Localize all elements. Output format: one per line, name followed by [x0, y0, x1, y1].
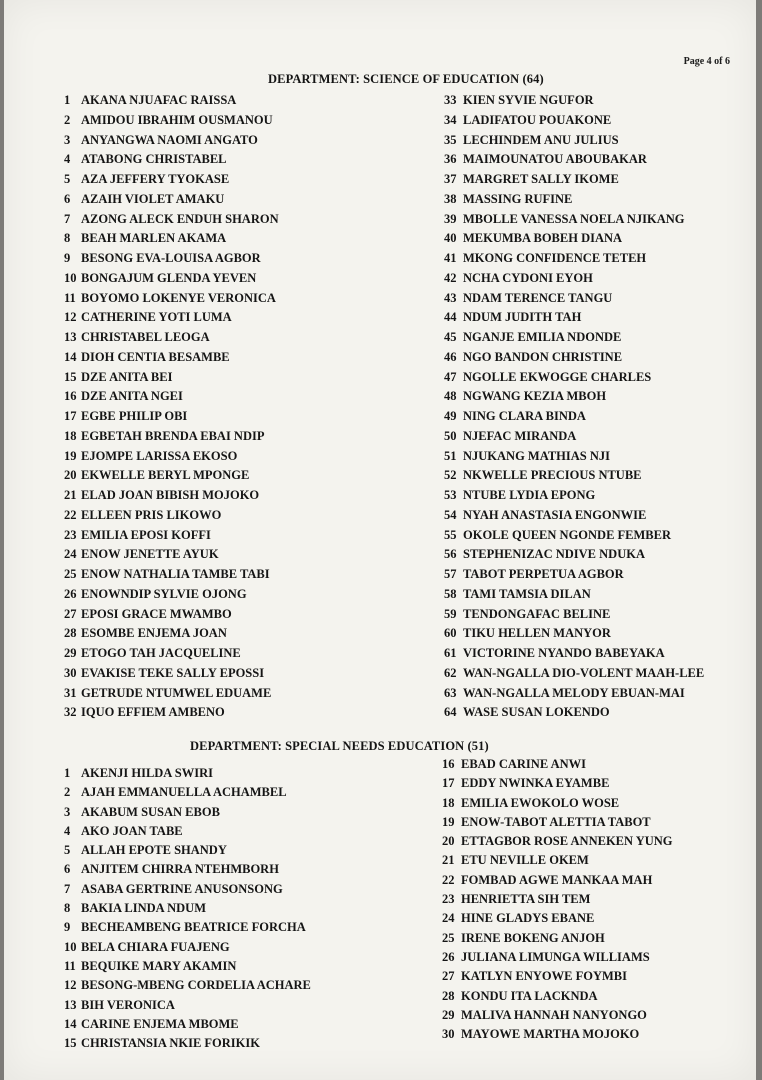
list-item: [444, 526, 704, 546]
item-number: 53: [444, 488, 457, 502]
student-name: BELA CHIARA FUAJENG: [81, 939, 230, 954]
list-item: [442, 890, 673, 909]
item-number: 43: [444, 290, 457, 305]
item-number: 24: [64, 547, 77, 562]
student-name: STEPHENIZAC NDIVE NDUKA: [463, 547, 645, 562]
item-number: 57: [444, 567, 457, 581]
list-item: [444, 407, 704, 427]
list-item: [64, 585, 279, 605]
student-name: DZE ANITA BEI: [81, 369, 173, 384]
list-item: [444, 111, 704, 131]
student-name: WAN-NGALLA MELODY EBUAN-MAI: [463, 685, 685, 700]
item-number: 62: [444, 665, 457, 680]
student-name: AKO JOAN TABE: [81, 823, 183, 838]
list-item: [64, 368, 279, 388]
item-number: 31: [64, 685, 77, 700]
item-number: 34: [444, 112, 457, 127]
list-item: [64, 150, 279, 170]
student-name: GETRUDE NTUMWEL EDUAME: [81, 685, 272, 700]
item-number: 2: [64, 785, 71, 800]
student-name: TENDONGAFAC BELINE: [463, 606, 611, 621]
list-item: [444, 328, 704, 348]
student-name: BONGAJUM GLENDA YEVEN: [81, 270, 257, 285]
item-number: 33: [444, 93, 457, 107]
student-name: KIEN SYVIE NGUFOR: [463, 93, 594, 107]
student-name: ENOW-TABOT ALETTIA TABOT: [461, 814, 651, 829]
list-item: [444, 427, 704, 447]
student-name: NING CLARA BINDA: [463, 409, 586, 423]
item-number: 8: [64, 231, 71, 246]
item-number: 19: [64, 448, 77, 463]
list-item: [64, 822, 311, 841]
student-name: NDAM TERENCE TANGU: [463, 290, 613, 305]
student-name: ALLAH EPOTE SHANDY: [81, 843, 227, 858]
list-item: [64, 170, 279, 190]
item-number: 12: [64, 978, 77, 993]
list-item: [444, 664, 704, 684]
list-item: [64, 526, 279, 546]
list-item: [64, 466, 279, 486]
list-item: [64, 605, 279, 625]
student-name: ANJITEM CHIRRA NTEHMBORH: [81, 862, 279, 877]
item-number: 36: [444, 152, 457, 167]
student-name: FOMBAD AGWE MANKAA MAH: [461, 872, 653, 887]
student-name: BESONG EVA-LOUISA AGBOR: [81, 251, 261, 265]
item-number: 15: [64, 369, 77, 384]
document-page: [4, 0, 756, 1080]
student-name: MASSING RUFINE: [463, 191, 573, 206]
list-item: [442, 832, 673, 851]
student-name: NKWELLE PRECIOUS NTUBE: [463, 468, 642, 483]
item-number: 21: [64, 488, 77, 502]
item-number: 6: [64, 862, 71, 877]
list-item: [444, 447, 704, 467]
list-item: [64, 880, 311, 899]
student-name: JULIANA LIMUNGA WILLIAMS: [461, 949, 650, 964]
list-item: [444, 644, 704, 664]
student-name: MAYOWE MARTHA MOJOKO: [461, 1027, 640, 1042]
item-number: 3: [64, 804, 71, 819]
item-number: 4: [64, 152, 71, 167]
student-name: CHRISTANSIA NKIE FORIKIK: [81, 1036, 260, 1051]
list-item: [64, 899, 311, 918]
student-name: ENOW NATHALIA TAMBE TABI: [81, 567, 270, 581]
list-item: [64, 427, 279, 447]
item-number: 7: [64, 211, 71, 226]
student-name: AZONG ALECK ENDUH SHARON: [81, 211, 279, 226]
item-number: 56: [444, 547, 457, 562]
item-number: 63: [444, 685, 457, 700]
list-item: [64, 407, 279, 427]
student-name: EMILIA EPOSI KOFFI: [81, 527, 211, 542]
list-item: [442, 813, 673, 832]
student-name: HINE GLADYS EBANE: [461, 911, 595, 926]
list-item: [444, 131, 704, 151]
list-item: [64, 210, 279, 230]
section-title-science-of-education: DEPARTMENT: SCIENCE OF EDUCATION (64): [268, 72, 544, 86]
list-item: [444, 210, 704, 230]
list-item: [442, 871, 673, 890]
student-name: ANYANGWA NAOMI ANGATO: [81, 132, 258, 147]
student-name: NGWANG KEZIA MBOH: [463, 389, 607, 404]
list-item: [444, 368, 704, 388]
list-item: [444, 506, 704, 526]
student-name: NGO BANDON CHRISTINE: [463, 349, 623, 364]
student-name: EKWELLE BERYL MPONGE: [81, 468, 250, 483]
student-name: AZAIH VIOLET AMAKU: [81, 191, 225, 206]
student-name: ETU NEVILLE OKEM: [461, 853, 589, 868]
list-item: [64, 764, 311, 783]
item-number: 47: [444, 369, 457, 384]
student-name: ENOWNDIP SYLVIE OJONG: [81, 586, 247, 601]
list-item: [444, 249, 704, 269]
student-name: BAKIA LINDA NDUM: [81, 901, 207, 916]
item-number: 16: [64, 389, 77, 404]
item-number: 42: [444, 270, 457, 285]
student-name: HENRIETTA SIH TEM: [461, 892, 591, 907]
item-number: 23: [442, 892, 455, 907]
list-item: [64, 918, 311, 937]
student-name: CARINE ENJEMA MBOME: [81, 1016, 239, 1031]
item-number: 35: [444, 132, 457, 147]
list-item: [444, 150, 704, 170]
page-number: Page 4 of 6: [683, 56, 730, 67]
student-name: AKANA NJUAFAC RAISSA: [81, 93, 237, 107]
item-number: 28: [442, 988, 455, 1003]
student-name: EBAD CARINE ANWI: [461, 757, 587, 771]
special-needs-education-list-left: [64, 764, 311, 1053]
list-item: [442, 967, 673, 986]
list-item: [64, 624, 279, 644]
list-item: [64, 387, 279, 407]
list-item: [64, 783, 311, 802]
student-name: EGBETAH BRENDA EBAI NDIP: [81, 428, 265, 443]
student-name: CATHERINE YOTI LUMA: [81, 310, 232, 325]
student-name: AJAH EMMANUELLA ACHAMBEL: [81, 785, 287, 800]
list-item: [444, 289, 704, 309]
list-item: [64, 447, 279, 467]
student-name: ELAD JOAN BIBISH MOJOKO: [81, 488, 260, 502]
list-item: [64, 289, 279, 309]
item-number: 23: [64, 527, 77, 542]
student-name: DZE ANITA NGEI: [81, 389, 183, 404]
list-item: [444, 387, 704, 407]
student-name: EGBE PHILIP OBI: [81, 409, 188, 423]
item-number: 38: [444, 191, 457, 206]
item-number: 46: [444, 349, 457, 364]
student-name: EJOMPE LARISSA EKOSO: [81, 448, 238, 463]
list-item: [444, 605, 704, 625]
student-name: MARGRET SALLY IKOME: [463, 172, 619, 186]
item-number: 54: [444, 507, 457, 522]
student-name: EVAKISE TEKE SALLY EPOSSI: [81, 665, 265, 680]
student-name: EDDY NWINKA EYAMBE: [461, 776, 610, 791]
list-item: [442, 794, 673, 813]
item-number: 10: [64, 270, 77, 285]
list-item: [64, 644, 279, 664]
list-item: [64, 803, 311, 822]
item-number: 30: [64, 665, 77, 680]
item-number: 7: [64, 881, 71, 896]
student-name: MALIVA HANNAH NANYONGO: [461, 1007, 647, 1022]
list-item: [64, 938, 311, 957]
list-item: [64, 328, 279, 348]
list-item: [442, 909, 673, 928]
student-name: BOYOMO LOKENYE VERONICA: [81, 290, 276, 305]
special-needs-education-list-right: [442, 755, 673, 1044]
list-item: [64, 111, 279, 131]
item-number: 1: [64, 766, 71, 780]
student-name: NCHA CYDONI EYOH: [463, 270, 593, 285]
student-name: VICTORINE NYANDO BABEYAKA: [463, 646, 665, 660]
student-name: EMILIA EWOKOLO WOSE: [461, 795, 620, 810]
student-name: AMIDOU IBRAHIM OUSMANOU: [81, 112, 273, 127]
list-item: [442, 755, 673, 774]
item-number: 22: [64, 507, 77, 522]
student-name: AKABUM SUSAN EBOB: [81, 804, 220, 819]
list-item: [442, 948, 673, 967]
item-number: 50: [444, 428, 457, 443]
list-item: [444, 190, 704, 210]
item-number: 1: [64, 93, 71, 107]
list-item: [64, 957, 311, 976]
student-name: TABOT PERPETUA AGBOR: [463, 567, 624, 581]
list-item: [64, 976, 311, 995]
item-number: 30: [442, 1027, 455, 1042]
student-name: TIKU HELLEN MANYOR: [463, 626, 611, 641]
list-item: [444, 545, 704, 565]
list-item: [64, 684, 279, 704]
list-item: [64, 249, 279, 269]
item-number: 26: [442, 949, 455, 964]
student-name: CHRISTABEL LEOGA: [81, 330, 210, 344]
item-number: 26: [64, 586, 77, 601]
student-name: IQUO EFFIEM AMBENO: [81, 705, 225, 720]
student-name: BECHEAMBENG BEATRICE FORCHA: [81, 920, 306, 935]
list-item: [444, 229, 704, 249]
list-item: [64, 841, 311, 860]
student-name: EPOSI GRACE MWAMBO: [81, 606, 232, 621]
student-name: ATABONG CHRISTABEL: [81, 152, 227, 167]
student-name: WAN-NGALLA DIO-VOLENT MAAH-LEE: [463, 665, 705, 680]
list-item: [444, 308, 704, 328]
list-item: [444, 91, 704, 111]
item-number: 25: [64, 567, 77, 581]
student-name: DIOH CENTIA BESAMBE: [81, 349, 230, 364]
list-item: [444, 565, 704, 585]
item-number: 21: [442, 853, 455, 868]
student-name: LADIFATOU POUAKONE: [463, 112, 612, 127]
student-name: ELLEEN PRIS LIKOWO: [81, 507, 222, 522]
student-name: NGOLLE EKWOGGE CHARLES: [463, 369, 652, 384]
item-number: 17: [442, 776, 455, 791]
item-number: 8: [64, 901, 71, 916]
list-item: [64, 229, 279, 249]
item-number: 6: [64, 191, 71, 206]
item-number: 40: [444, 231, 457, 246]
list-item: [64, 996, 311, 1015]
list-item: [64, 506, 279, 526]
list-item: [444, 269, 704, 289]
item-number: 52: [444, 468, 457, 483]
science-of-education-list-left: [64, 91, 279, 723]
list-item: [442, 774, 673, 793]
item-number: 24: [442, 911, 455, 926]
list-item: [64, 664, 279, 684]
list-item: [444, 170, 704, 190]
item-number: 39: [444, 211, 457, 226]
item-number: 32: [64, 705, 77, 720]
item-number: 14: [64, 349, 77, 364]
list-item: [442, 1025, 673, 1044]
item-number: 58: [444, 586, 457, 601]
item-number: 13: [64, 330, 77, 344]
section-title-special-needs-education: DEPARTMENT: SPECIAL NEEDS EDUCATION (51): [190, 739, 489, 753]
item-number: 2: [64, 112, 71, 127]
list-item: [64, 1034, 311, 1053]
student-name: KONDU ITA LACKNDA: [461, 988, 598, 1003]
student-name: LECHINDEM ANU JULIUS: [463, 132, 619, 147]
item-number: 29: [442, 1007, 455, 1022]
item-number: 3: [64, 132, 71, 147]
list-item: [442, 929, 673, 948]
item-number: 17: [64, 409, 77, 423]
item-number: 18: [64, 428, 77, 443]
item-number: 22: [442, 872, 455, 887]
list-item: [64, 565, 279, 585]
item-number: 5: [64, 172, 71, 186]
item-number: 27: [442, 969, 455, 984]
item-number: 11: [64, 958, 76, 973]
item-number: 5: [64, 843, 71, 858]
item-number: 15: [64, 1036, 77, 1051]
item-number: 13: [64, 997, 77, 1012]
list-item: [444, 684, 704, 704]
student-name: NYAH ANASTASIA ENGONWIE: [463, 507, 647, 522]
item-number: 4: [64, 823, 71, 838]
item-number: 64: [444, 705, 457, 720]
student-name: ETTAGBOR ROSE ANNEKEN YUNG: [461, 834, 673, 849]
list-item: [64, 269, 279, 289]
student-name: OKOLE QUEEN NGONDE FEMBER: [463, 527, 672, 542]
item-number: 19: [442, 814, 455, 829]
item-number: 20: [442, 834, 455, 849]
item-number: 37: [444, 172, 457, 186]
item-number: 16: [442, 757, 455, 771]
item-number: 49: [444, 409, 457, 423]
student-name: NTUBE LYDIA EPONG: [463, 488, 596, 502]
list-item: [444, 466, 704, 486]
item-number: 12: [64, 310, 77, 325]
student-name: NGANJE EMILIA NDONDE: [463, 330, 622, 344]
student-name: NJUKANG MATHIAS NJI: [463, 448, 610, 463]
student-name: BEAH MARLEN AKAMA: [81, 231, 227, 246]
list-item: [64, 91, 279, 111]
list-item: [64, 348, 279, 368]
item-number: 60: [444, 626, 457, 641]
item-number: 59: [444, 606, 457, 621]
list-item: [64, 486, 279, 506]
item-number: 51: [444, 448, 457, 463]
item-number: 28: [64, 626, 77, 641]
student-name: KATLYN ENYOWE FOYMBI: [461, 969, 627, 984]
list-item: [442, 1006, 673, 1025]
item-number: 29: [64, 646, 77, 660]
student-name: ENOW JENETTE AYUK: [81, 547, 219, 562]
student-name: MKONG CONFIDENCE TETEH: [463, 251, 647, 265]
student-name: NJEFAC MIRANDA: [463, 428, 577, 443]
item-number: 55: [444, 527, 457, 542]
science-of-education-list-right: [444, 91, 704, 723]
list-item: [64, 308, 279, 328]
item-number: 9: [64, 920, 71, 935]
item-number: 9: [64, 251, 71, 265]
student-name: IRENE BOKENG ANJOH: [461, 930, 605, 945]
student-name: MEKUMBA BOBEH DIANA: [463, 231, 623, 246]
item-number: 27: [64, 606, 77, 621]
item-number: 61: [444, 646, 457, 660]
item-number: 45: [444, 330, 457, 344]
list-item: [442, 851, 673, 870]
list-item: [64, 860, 311, 879]
list-item: [64, 703, 279, 723]
item-number: 41: [444, 251, 457, 265]
list-item: [444, 348, 704, 368]
student-name: ETOGO TAH JACQUELINE: [81, 646, 241, 660]
item-number: 20: [64, 468, 77, 483]
student-name: AKENJI HILDA SWIRI: [81, 766, 213, 780]
item-number: 14: [64, 1016, 77, 1031]
list-item: [442, 987, 673, 1006]
student-name: BEQUIKE MARY AKAMIN: [81, 958, 237, 973]
list-item: [444, 486, 704, 506]
list-item: [64, 545, 279, 565]
student-name: ASABA GERTRINE ANUSONSONG: [81, 881, 283, 896]
student-name: NDUM JUDITH TAH: [463, 310, 582, 325]
student-name: BIH VERONICA: [81, 997, 175, 1012]
list-item: [64, 190, 279, 210]
student-name: TAMI TAMSIA DILAN: [463, 586, 591, 601]
list-item: [64, 1015, 311, 1034]
list-item: [444, 585, 704, 605]
list-item: [444, 624, 704, 644]
item-number: 10: [64, 939, 77, 954]
list-item: [444, 703, 704, 723]
item-number: 25: [442, 930, 455, 945]
student-name: BESONG-MBENG CORDELIA ACHARE: [81, 978, 311, 993]
item-number: 48: [444, 389, 457, 404]
student-name: MAIMOUNATOU ABOUBAKAR: [463, 152, 647, 167]
student-name: MBOLLE VANESSA NOELA NJIKANG: [463, 211, 685, 226]
list-item: [64, 131, 279, 151]
item-number: 44: [444, 310, 457, 325]
item-number: 18: [442, 795, 455, 810]
student-name: AZA JEFFERY TYOKASE: [81, 172, 230, 186]
student-name: WASE SUSAN LOKENDO: [463, 705, 610, 720]
item-number: 11: [64, 290, 76, 305]
student-name: ESOMBE ENJEMA JOAN: [81, 626, 227, 641]
